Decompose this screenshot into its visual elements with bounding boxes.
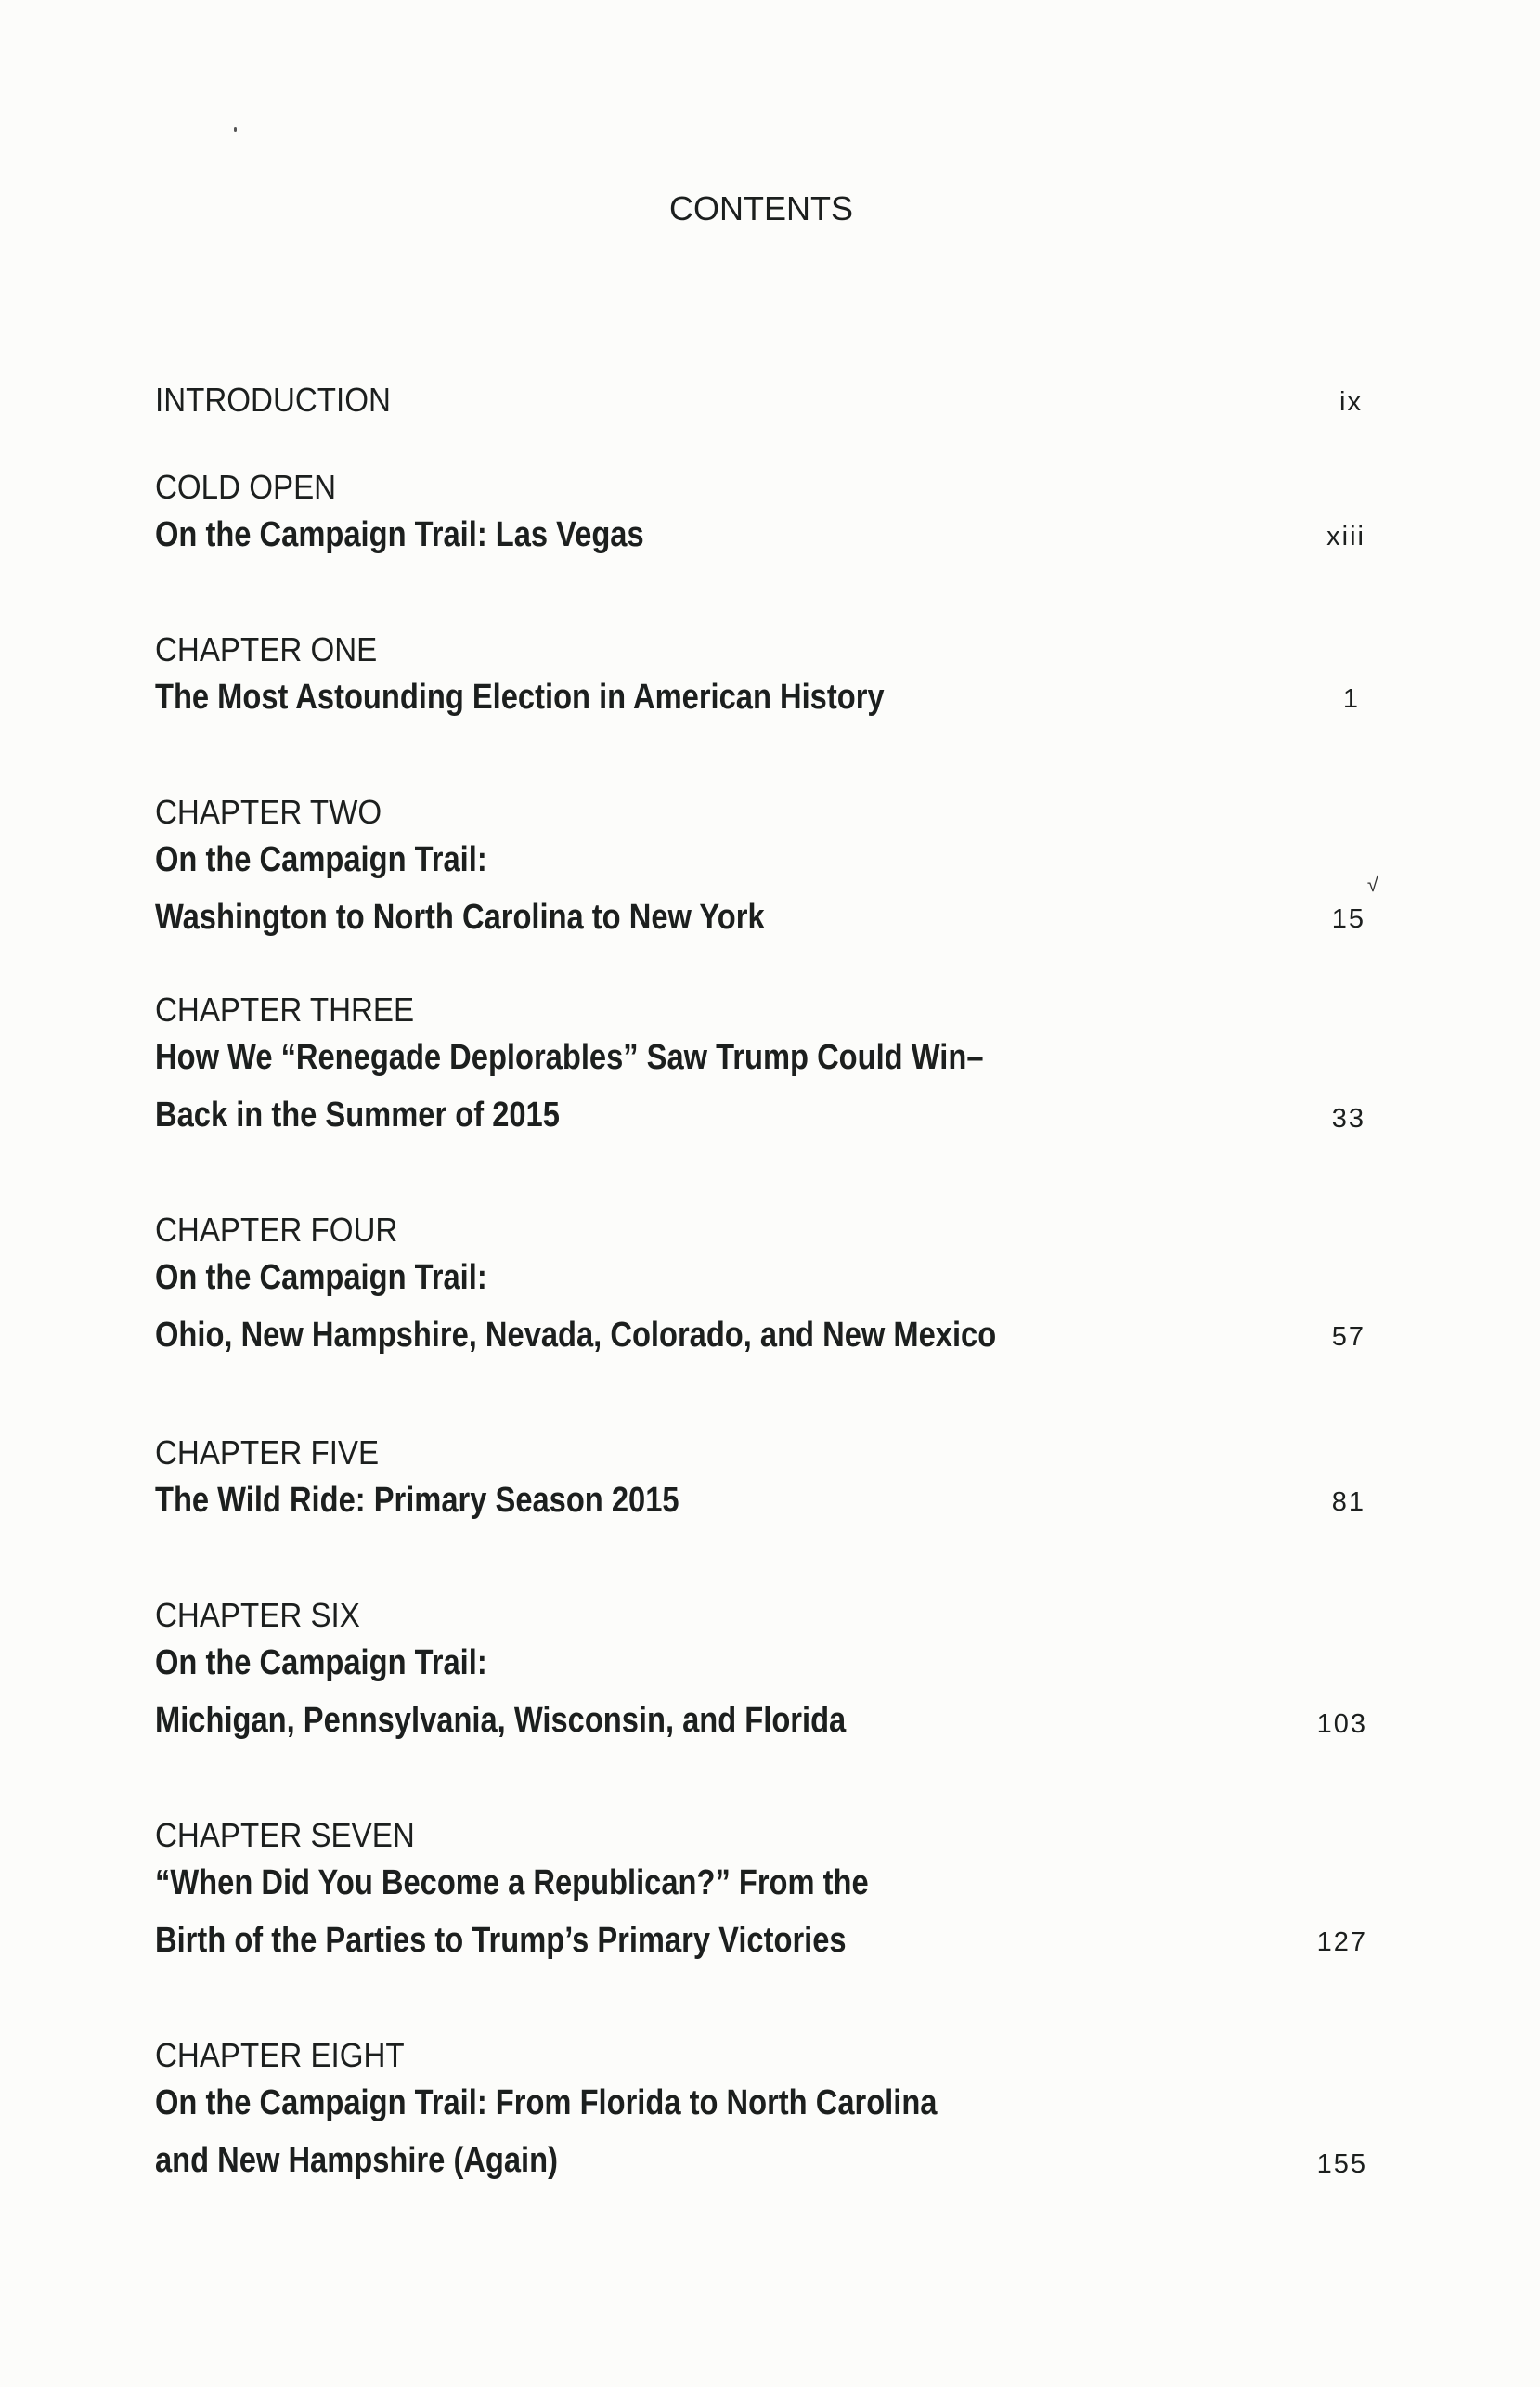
toc-entry-title-line-1: How We “Renegade Deplorables” Saw Trump Could Win– <box>155 1038 984 1077</box>
toc-entry-page: 155 <box>1316 2149 1367 2179</box>
toc-entry-title-line-2: Washington to North Carolina to New York <box>155 898 765 937</box>
toc-entry-title-line-1: On the Campaign Trail: From Florida to North Carolina <box>155 2083 938 2122</box>
toc-entry-title-line-2: Birth of the Parties to Trump’s Primary Victories <box>155 1921 847 1960</box>
toc-entry-title-line-2: Ohio, New Hampshire, Nevada, Colorado, and New Mexico <box>155 1316 997 1355</box>
toc-entry-page: xiii <box>1326 522 1365 551</box>
toc-entry-chapter-eight[interactable] <box>155 2037 1371 2195</box>
toc-entry-title-line-2: Back in the Summer of 2015 <box>155 1096 560 1135</box>
toc-entry-title-line-1: On the Campaign Trail: <box>155 840 487 879</box>
toc-entry-chapter-one[interactable] <box>155 631 1371 733</box>
toc-entry-chapter-five[interactable] <box>155 1434 1371 1537</box>
toc-entry-page: 33 <box>1331 1104 1365 1134</box>
toc-entry-page: 15 <box>1331 904 1365 934</box>
toc-entry-chapter-seven[interactable] <box>155 1817 1371 1975</box>
toc-entry-chapter-four[interactable] <box>155 1212 1371 1369</box>
toc-entry-title-line-2: Michigan, Pennsylvania, Wisconsin, and Florida <box>155 1701 847 1740</box>
toc-entry-chapter-six[interactable] <box>155 1597 1371 1755</box>
toc-entry-introduction[interactable] <box>155 382 1371 426</box>
toc-entry-page: 57 <box>1331 1322 1365 1352</box>
toc-entry-label: CHAPTER THREE <box>155 991 415 1029</box>
toc-entry-title-line-1: “When Did You Become a Republican?” From the <box>155 1863 869 1902</box>
toc-entry-title-line-1: On the Campaign Trail: <box>155 1643 487 1682</box>
toc-entry-title: On the Campaign Trail: Las Vegas <box>155 515 644 554</box>
toc-entry-page: 81 <box>1331 1487 1365 1517</box>
toc-entry-title-line-1: On the Campaign Trail: <box>155 1258 487 1297</box>
toc-entry-chapter-two[interactable] <box>155 793 1378 952</box>
toc-entry-label: CHAPTER ONE <box>155 630 378 668</box>
toc-entry-page: 103 <box>1316 1709 1367 1739</box>
toc-entry-label: CHAPTER SEVEN <box>155 1816 415 1854</box>
toc-entry-page: 1 <box>1342 684 1360 714</box>
toc-entry-cold-open[interactable] <box>155 469 1371 571</box>
page-title: CONTENTS <box>669 189 853 227</box>
toc-entry-chapter-three[interactable] <box>155 992 1371 1149</box>
handwritten-check-icon: √ <box>1366 873 1378 896</box>
toc-entry-label: CHAPTER EIGHT <box>155 2036 405 2074</box>
toc-entry-label: COLD OPEN <box>155 468 337 506</box>
toc-entry-label: INTRODUCTION <box>155 381 391 419</box>
toc-entry-title-line-2: and New Hampshire (Again) <box>155 2141 558 2180</box>
toc-entry-page: ix <box>1339 387 1363 417</box>
page-speck <box>234 127 237 132</box>
toc-entry-title: The Wild Ride: Primary Season 2015 <box>155 1481 679 1520</box>
toc-entry-title: The Most Astounding Election in American History <box>155 678 885 717</box>
toc-entry-label: CHAPTER TWO <box>155 793 382 831</box>
toc-entry-label: CHAPTER FIVE <box>155 1433 380 1472</box>
toc-entry-page: 127 <box>1316 1927 1367 1957</box>
toc-entry-label: CHAPTER FOUR <box>155 1211 398 1249</box>
toc-entry-label: CHAPTER SIX <box>155 1596 360 1634</box>
